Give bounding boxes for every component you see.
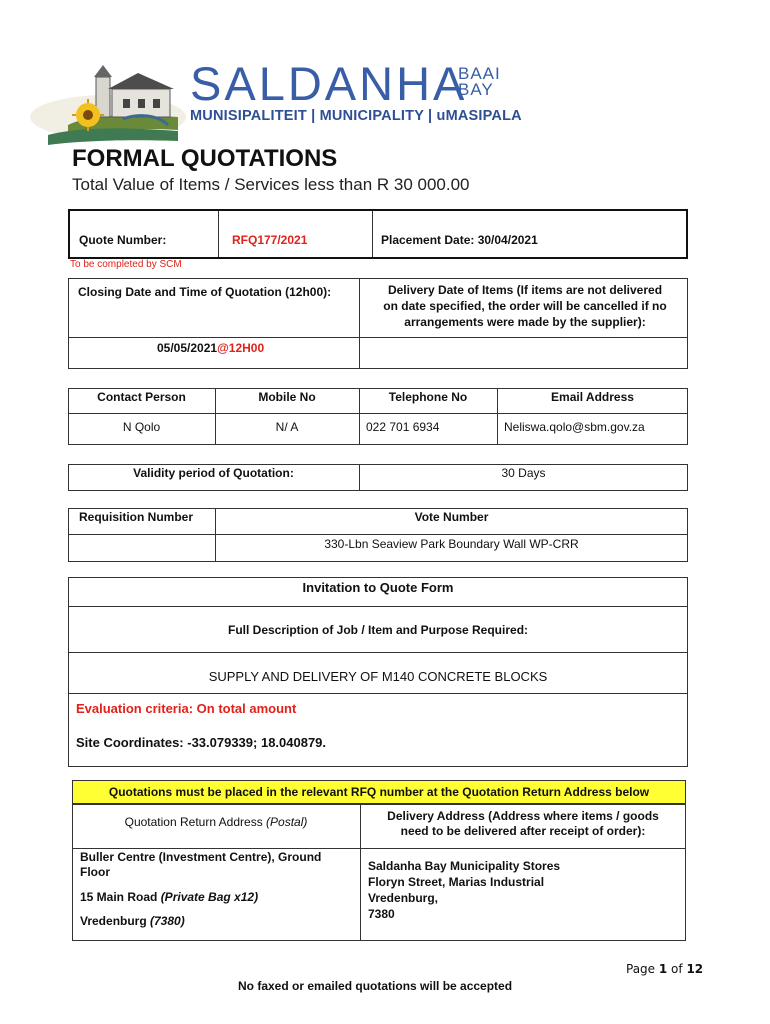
description-label: Full Description of Job / Item and Purpose Required: [227, 623, 529, 637]
divider [68, 337, 688, 338]
contact-header: Contact Person [97, 390, 186, 404]
invitation-title: Invitation to Quote Form [302, 580, 454, 595]
postal-address-label [72, 815, 360, 829]
postal-line: Buller Centre (Investment Centre), Ground [80, 850, 322, 864]
postal-line [80, 914, 185, 928]
delivery-note-line: Delivery Date of Items (If items are not delivered [387, 283, 663, 297]
page-prefix: Page [626, 962, 659, 976]
delivery-note-line: arrangements were made by the supplier): [404, 315, 646, 329]
page-of: of [667, 962, 687, 976]
brand-name: SALDANHA [190, 57, 468, 110]
postal-street: 15 Main Road [80, 890, 161, 904]
postal-label-italic: (Postal) [266, 815, 308, 829]
contact-header: Telephone No [388, 390, 468, 404]
postal-label-text: Quotation Return Address [124, 815, 267, 829]
page-number [626, 962, 703, 976]
placement-date: Placement Date: 30/04/2021 [381, 233, 538, 247]
vote-number-value: 330-Lbn Seaview Park Boundary Wall WP-CRR [324, 537, 579, 551]
postal-bag: (Private Bag x12) [160, 890, 259, 904]
closing-date-label: Closing Date and Time of Quotation (12h00): [78, 285, 332, 299]
delivery-line: Floryn Street, Marias Industrial [368, 875, 545, 889]
quote-number-value: RFQ177/2021 [232, 233, 308, 247]
footer-note: No faxed or emailed quotations will be accepted [238, 979, 513, 993]
brand-tagline: MUNISIPALITEIT | MUNICIPALITY | uMASIPALA [190, 108, 522, 124]
document-title: FORMAL QUOTATIONS [72, 145, 338, 172]
contact-header: Email Address [551, 390, 634, 404]
closing-date-value [157, 341, 264, 355]
brand-suffix-afrikaans: BAAI [458, 64, 501, 83]
quote-number-label: Quote Number: [79, 233, 167, 247]
closing-time: @12H00 [217, 341, 265, 355]
page-total: 12 [686, 962, 704, 976]
divider [68, 534, 688, 535]
validity-value: 30 Days [501, 466, 546, 480]
page-current: 1 [658, 962, 668, 976]
delivery-line: 7380 [368, 907, 395, 921]
closing-date: 05/05/2021 [157, 341, 218, 355]
job-description: SUPPLY AND DELIVERY OF M140 CONCRETE BLOCKS [208, 669, 548, 684]
postal-code: (7380) [150, 914, 185, 928]
divider [68, 413, 688, 414]
postal-line [80, 890, 258, 904]
mobile-number: N/ A [275, 420, 299, 434]
delivery-address-label [360, 809, 686, 839]
email-address: Neliswa.qolo@sbm.gov.za [504, 420, 645, 434]
delivery-line: Vredenburg, [368, 891, 439, 905]
scm-note: To be completed by SCM [70, 259, 182, 270]
divider [72, 848, 686, 849]
site-coordinates: Site Coordinates: -33.079339; 18.040879. [76, 735, 327, 750]
validity-label: Validity period of Quotation: [133, 466, 294, 480]
delivery-label-line: Delivery Address (Address where items / goods [387, 809, 659, 823]
telephone-number: 022 701 6934 [366, 420, 440, 434]
document-subtitle: Total Value of Items / Services less than R 30 000.00 [72, 175, 470, 194]
divider [68, 652, 688, 653]
contact-header: Mobile No [258, 390, 316, 404]
divider [372, 211, 373, 257]
requisition-label: Requisition Number [79, 510, 194, 524]
contact-person: N Qolo [122, 420, 161, 434]
brand-suffix-english: BAY [458, 80, 494, 99]
postal-address [80, 850, 321, 880]
delivery-label-line: need to be delivered after receipt of order): [400, 824, 646, 838]
delivery-address [368, 858, 560, 922]
municipality-logo [28, 55, 188, 147]
divider [68, 606, 688, 607]
divider [218, 211, 219, 257]
divider [359, 278, 360, 369]
postal-line: Floor [80, 865, 110, 879]
delivery-note-line: on date specified, the order will be cancelled if no [383, 299, 667, 313]
return-address-banner: Quotations must be placed in the relevant RFQ number at the Quotation Return Address below [72, 780, 686, 804]
divider [68, 693, 688, 694]
postal-town: Vredenburg [80, 914, 151, 928]
delivery-line: Saldanha Bay Municipality Stores [368, 859, 561, 873]
delivery-date-note [370, 282, 680, 330]
brand-suffix [458, 66, 501, 98]
vote-number-label: Vote Number [414, 510, 489, 524]
evaluation-criteria: Evaluation criteria: On total amount [76, 701, 297, 716]
